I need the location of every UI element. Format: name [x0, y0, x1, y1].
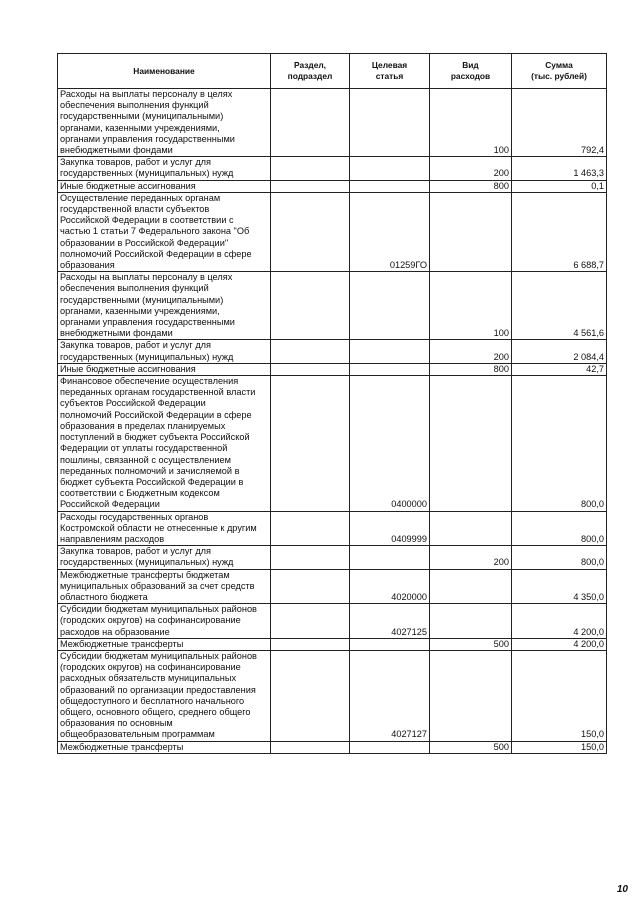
row-sum: 2 084,4	[512, 340, 607, 363]
row-type	[430, 569, 512, 604]
budget-table	[57, 53, 607, 754]
row-name: Расходы на выплаты персоналу в целях обеспечения выполнения функций государственными (муниципальными) органами, казенными учреждениями, органами управления государственными внебюджетными фондами	[58, 272, 271, 340]
table-row	[58, 546, 607, 569]
row-name: Межбюджетные трансферты	[58, 741, 271, 753]
row-sum: 800,0	[512, 546, 607, 569]
row-section	[271, 604, 350, 639]
header-name: Наименование	[58, 54, 271, 89]
row-target: 0409999	[350, 511, 430, 546]
row-name: Субсидии бюджетам муниципальных районов (городских округов) на софинансирование расходных обязательств муниципальных образований по организации предоставления общедоступного и бесплатного начального общего, основного общего, среднего общего образования по основным общеобразовательным программам	[58, 650, 271, 741]
row-type: 800	[430, 180, 512, 192]
row-sum: 4 200,0	[512, 638, 607, 650]
row-name: Иные бюджетные ассигнования	[58, 180, 271, 192]
row-type: 200	[430, 340, 512, 363]
row-target	[350, 363, 430, 375]
row-section	[271, 638, 350, 650]
row-sum: 42,7	[512, 363, 607, 375]
row-section	[271, 272, 350, 340]
row-name: Расходы на выплаты персоналу в целях обеспечения выполнения функций государственными (муниципальными) органами, казенными учреждениями, органами управления государственными внебюджетными фондами	[58, 89, 271, 157]
row-type	[430, 650, 512, 741]
row-target: 01259ГО	[350, 192, 430, 271]
table-row	[58, 650, 607, 741]
table-row	[58, 638, 607, 650]
row-sum: 4 350,0	[512, 569, 607, 604]
row-target	[350, 157, 430, 180]
row-type: 800	[430, 363, 512, 375]
row-target: 0400000	[350, 376, 430, 511]
row-target	[350, 638, 430, 650]
row-name: Межбюджетные трансферты	[58, 638, 271, 650]
row-name: Осуществление переданных органам государственной власти субъектов Российской Федерации в соответствии с частью 1 статьи 7 Федерального закона "Об образовании в Российской Федерации" полномочий Российской Федерации в сфере образования	[58, 192, 271, 271]
row-type: 200	[430, 157, 512, 180]
row-type	[430, 511, 512, 546]
row-sum: 1 463,3	[512, 157, 607, 180]
row-target	[350, 272, 430, 340]
row-type: 100	[430, 272, 512, 340]
table-row	[58, 376, 607, 511]
table-row	[58, 604, 607, 639]
row-section	[271, 89, 350, 157]
row-section	[271, 546, 350, 569]
row-section	[271, 511, 350, 546]
row-type	[430, 192, 512, 271]
row-type: 200	[430, 546, 512, 569]
table-row	[58, 340, 607, 363]
row-section	[271, 363, 350, 375]
row-section	[271, 157, 350, 180]
row-section	[271, 180, 350, 192]
row-name: Иные бюджетные ассигнования	[58, 363, 271, 375]
row-type: 500	[430, 741, 512, 753]
page-number: 10	[616, 884, 628, 895]
row-name: Закупка товаров, работ и услуг для государственных (муниципальных) нужд	[58, 546, 271, 569]
row-section	[271, 741, 350, 753]
row-target: 4027127	[350, 650, 430, 741]
header-type: Вид расходов	[430, 54, 512, 89]
row-name: Закупка товаров, работ и услуг для государственных (муниципальных) нужд	[58, 157, 271, 180]
table-row	[58, 511, 607, 546]
table-row	[58, 741, 607, 753]
row-section	[271, 192, 350, 271]
row-sum: 792,4	[512, 89, 607, 157]
row-name: Расходы государственных органов Костромской области не отнесенные к другим направлениям расходов	[58, 511, 271, 546]
table-row	[58, 272, 607, 340]
row-section	[271, 569, 350, 604]
table-row	[58, 89, 607, 157]
row-type: 500	[430, 638, 512, 650]
row-section	[271, 650, 350, 741]
header-target: Целевая статья	[350, 54, 430, 89]
row-type	[430, 376, 512, 511]
row-target	[350, 89, 430, 157]
row-name: Межбюджетные трансферты бюджетам муниципальных образований за счет средств областного бюджета	[58, 569, 271, 604]
header-sum: Сумма (тыс. рублей)	[512, 54, 607, 89]
row-sum: 150,0	[512, 650, 607, 741]
row-target: 4020000	[350, 569, 430, 604]
row-sum: 150,0	[512, 741, 607, 753]
table-row	[58, 157, 607, 180]
header-section: Раздел, подраздел	[271, 54, 350, 89]
row-sum: 4 561,6	[512, 272, 607, 340]
row-sum: 800,0	[512, 376, 607, 511]
row-sum: 4 200,0	[512, 604, 607, 639]
row-target	[350, 546, 430, 569]
row-type: 100	[430, 89, 512, 157]
row-name: Финансовое обеспечение осуществления переданных органам государственной власти субъектов Российской Федерации полномочий Российской Федерации в сфере образования в пределах планируемых поступлений в бюджет субъекта Российской Федерации от уплаты государственной пошлины, связанной с осуществлением переданных полномочий и зачисляемой в бюджет субъекта Российской Федерации в соответствии с Бюджетным кодексом Российской Федерации	[58, 376, 271, 511]
table-row	[58, 192, 607, 271]
row-sum: 6 688,7	[512, 192, 607, 271]
row-target	[350, 180, 430, 192]
row-sum: 800,0	[512, 511, 607, 546]
row-target	[350, 741, 430, 753]
table-header-row	[58, 54, 607, 89]
table-row	[58, 180, 607, 192]
row-section	[271, 340, 350, 363]
row-type	[430, 604, 512, 639]
table-row	[58, 363, 607, 375]
row-target: 4027125	[350, 604, 430, 639]
row-name: Субсидии бюджетам муниципальных районов (городских округов) на софинансирование расходов на образование	[58, 604, 271, 639]
row-section	[271, 376, 350, 511]
row-sum: 0,1	[512, 180, 607, 192]
table-row	[58, 569, 607, 604]
row-target	[350, 340, 430, 363]
row-name: Закупка товаров, работ и услуг для государственных (муниципальных) нужд	[58, 340, 271, 363]
